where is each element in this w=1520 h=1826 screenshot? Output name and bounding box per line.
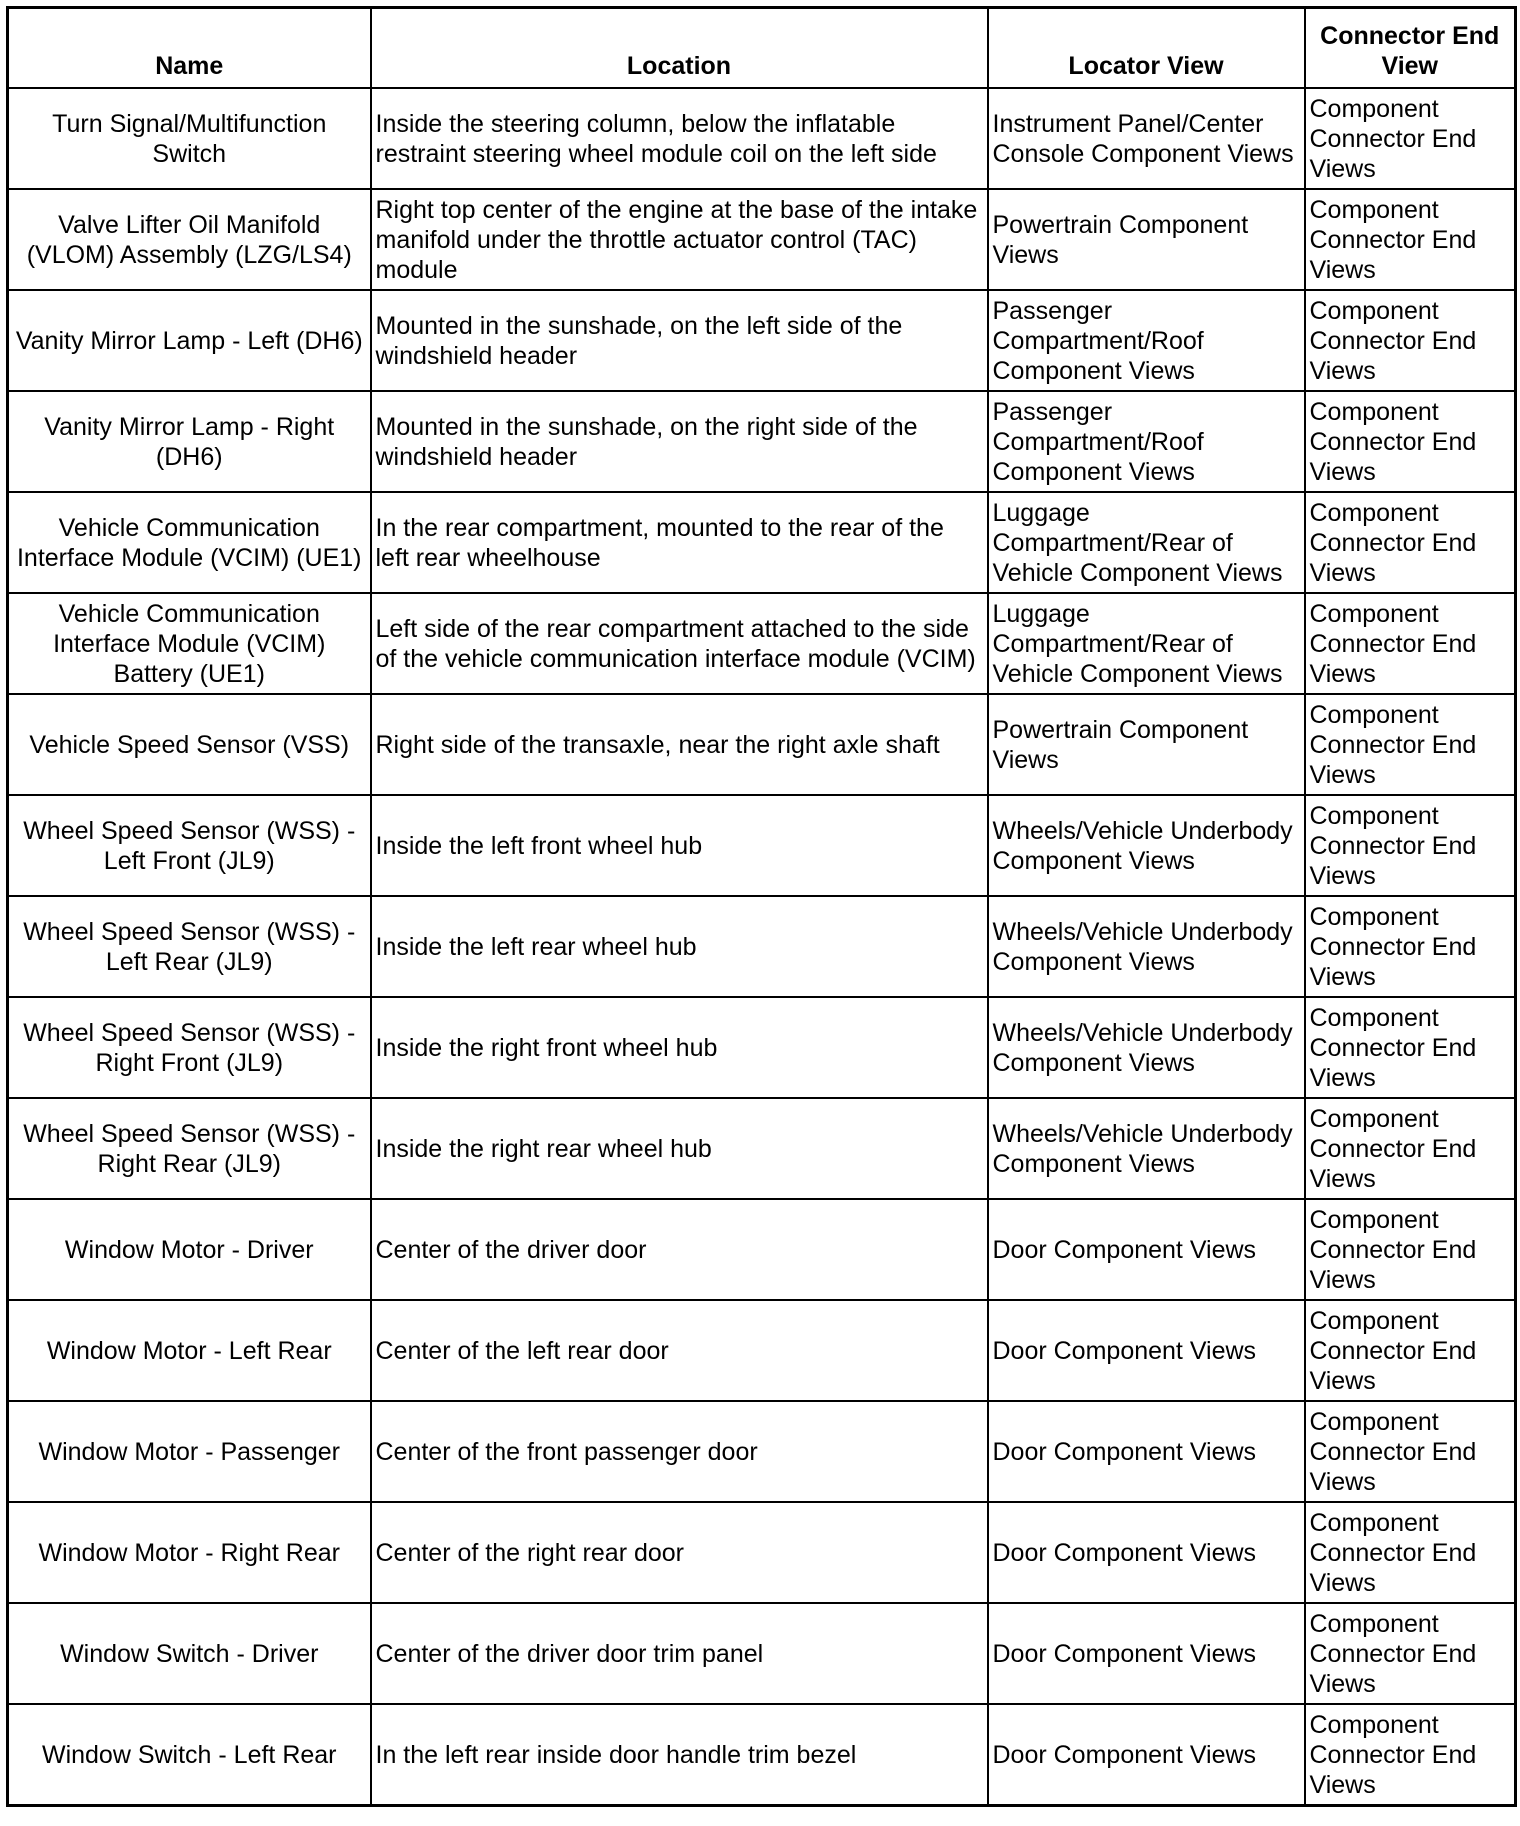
cell-connector-end-view: Component Connector End Views: [1305, 1704, 1516, 1806]
cell-connector-end-view: Component Connector End Views: [1305, 492, 1516, 593]
cell-location: Mounted in the sunshade, on the left side of the windshield header: [371, 290, 988, 391]
cell-locator-view: Powertrain Component Views: [988, 694, 1305, 795]
cell-connector-end-view: Component Connector End Views: [1305, 1098, 1516, 1199]
cell-connector-end-view: Component Connector End Views: [1305, 88, 1516, 189]
cell-name: Window Motor - Driver: [8, 1199, 371, 1300]
cell-name: Valve Lifter Oil Manifold (VLOM) Assembly (LZG/LS4): [8, 189, 371, 290]
table-row: [8, 1603, 1516, 1704]
header-locator-view: Locator View: [988, 8, 1305, 89]
cell-locator-view: Luggage Compartment/Rear of Vehicle Component Views: [988, 492, 1305, 593]
cell-location: Center of the driver door: [371, 1199, 988, 1300]
cell-locator-view: Wheels/Vehicle Underbody Component Views: [988, 896, 1305, 997]
cell-connector-end-view: Component Connector End Views: [1305, 1199, 1516, 1300]
cell-locator-view: Passenger Compartment/Roof Component Views: [988, 290, 1305, 391]
cell-locator-view: Door Component Views: [988, 1704, 1305, 1806]
cell-locator-view: Powertrain Component Views: [988, 189, 1305, 290]
cell-name: Turn Signal/Multifunction Switch: [8, 88, 371, 189]
cell-name: Vehicle Speed Sensor (VSS): [8, 694, 371, 795]
cell-connector-end-view: Component Connector End Views: [1305, 1502, 1516, 1603]
cell-name: Wheel Speed Sensor (WSS) - Right Front (JL9): [8, 997, 371, 1098]
table-row: [8, 391, 1516, 492]
cell-name: Window Motor - Passenger: [8, 1401, 371, 1502]
cell-name: Vanity Mirror Lamp - Right (DH6): [8, 391, 371, 492]
table-header-row: [8, 8, 1516, 89]
cell-name: Wheel Speed Sensor (WSS) - Left Front (JL9): [8, 795, 371, 896]
cell-name: Window Motor - Left Rear: [8, 1300, 371, 1401]
table-row: [8, 1704, 1516, 1806]
cell-location: In the left rear inside door handle trim bezel: [371, 1704, 988, 1806]
cell-locator-view: Door Component Views: [988, 1300, 1305, 1401]
cell-location: Center of the right rear door: [371, 1502, 988, 1603]
cell-location: Center of the left rear door: [371, 1300, 988, 1401]
cell-name: Vehicle Communication Interface Module (VCIM) Battery (UE1): [8, 593, 371, 694]
cell-location: Inside the left rear wheel hub: [371, 896, 988, 997]
cell-name: Wheel Speed Sensor (WSS) - Left Rear (JL9): [8, 896, 371, 997]
cell-locator-view: Door Component Views: [988, 1502, 1305, 1603]
table-row: [8, 1098, 1516, 1199]
table-row: [8, 795, 1516, 896]
cell-location: Inside the right rear wheel hub: [371, 1098, 988, 1199]
header-name: Name: [8, 8, 371, 89]
cell-location: Inside the steering column, below the inflatable restraint steering wheel module coil on the left side: [371, 88, 988, 189]
cell-locator-view: Wheels/Vehicle Underbody Component Views: [988, 997, 1305, 1098]
cell-connector-end-view: Component Connector End Views: [1305, 290, 1516, 391]
cell-locator-view: Instrument Panel/Center Console Component Views: [988, 88, 1305, 189]
table-row: [8, 1199, 1516, 1300]
cell-connector-end-view: Component Connector End Views: [1305, 391, 1516, 492]
cell-connector-end-view: Component Connector End Views: [1305, 795, 1516, 896]
header-location: Location: [371, 8, 988, 89]
cell-name: Window Motor - Right Rear: [8, 1502, 371, 1603]
cell-location: Inside the left front wheel hub: [371, 795, 988, 896]
table-row: [8, 1300, 1516, 1401]
table-row: [8, 290, 1516, 391]
header-connector-end-view: Connector End View: [1305, 8, 1516, 89]
cell-name: Window Switch - Left Rear: [8, 1704, 371, 1806]
cell-name: Vehicle Communication Interface Module (VCIM) (UE1): [8, 492, 371, 593]
cell-location: In the rear compartment, mounted to the rear of the left rear wheelhouse: [371, 492, 988, 593]
cell-locator-view: Luggage Compartment/Rear of Vehicle Component Views: [988, 593, 1305, 694]
cell-connector-end-view: Component Connector End Views: [1305, 1603, 1516, 1704]
component-locator-table: [6, 6, 1517, 1807]
cell-locator-view: Door Component Views: [988, 1199, 1305, 1300]
cell-connector-end-view: Component Connector End Views: [1305, 896, 1516, 997]
cell-location: Left side of the rear compartment attached to the side of the vehicle communication interface module (VCIM): [371, 593, 988, 694]
cell-connector-end-view: Component Connector End Views: [1305, 694, 1516, 795]
table-row: [8, 997, 1516, 1098]
cell-connector-end-view: Component Connector End Views: [1305, 593, 1516, 694]
cell-location: Mounted in the sunshade, on the right side of the windshield header: [371, 391, 988, 492]
cell-location: Right top center of the engine at the base of the intake manifold under the throttle actuator control (TAC) module: [371, 189, 988, 290]
cell-locator-view: Passenger Compartment/Roof Component Views: [988, 391, 1305, 492]
cell-location: Center of the front passenger door: [371, 1401, 988, 1502]
cell-locator-view: Door Component Views: [988, 1401, 1305, 1502]
table-row: [8, 896, 1516, 997]
cell-name: Vanity Mirror Lamp - Left (DH6): [8, 290, 371, 391]
table-row: [8, 1502, 1516, 1603]
cell-name: Wheel Speed Sensor (WSS) - Right Rear (JL9): [8, 1098, 371, 1199]
table-body: [8, 88, 1516, 1806]
table-row: [8, 492, 1516, 593]
table-row: [8, 189, 1516, 290]
table-row: [8, 593, 1516, 694]
cell-location: Center of the driver door trim panel: [371, 1603, 988, 1704]
cell-location: Inside the right front wheel hub: [371, 997, 988, 1098]
table-row: [8, 1401, 1516, 1502]
cell-name: Window Switch - Driver: [8, 1603, 371, 1704]
table-row: [8, 88, 1516, 189]
cell-connector-end-view: Component Connector End Views: [1305, 1401, 1516, 1502]
cell-connector-end-view: Component Connector End Views: [1305, 189, 1516, 290]
cell-locator-view: Wheels/Vehicle Underbody Component Views: [988, 1098, 1305, 1199]
cell-connector-end-view: Component Connector End Views: [1305, 997, 1516, 1098]
cell-connector-end-view: Component Connector End Views: [1305, 1300, 1516, 1401]
cell-locator-view: Door Component Views: [988, 1603, 1305, 1704]
cell-locator-view: Wheels/Vehicle Underbody Component Views: [988, 795, 1305, 896]
table-row: [8, 694, 1516, 795]
cell-location: Right side of the transaxle, near the right axle shaft: [371, 694, 988, 795]
